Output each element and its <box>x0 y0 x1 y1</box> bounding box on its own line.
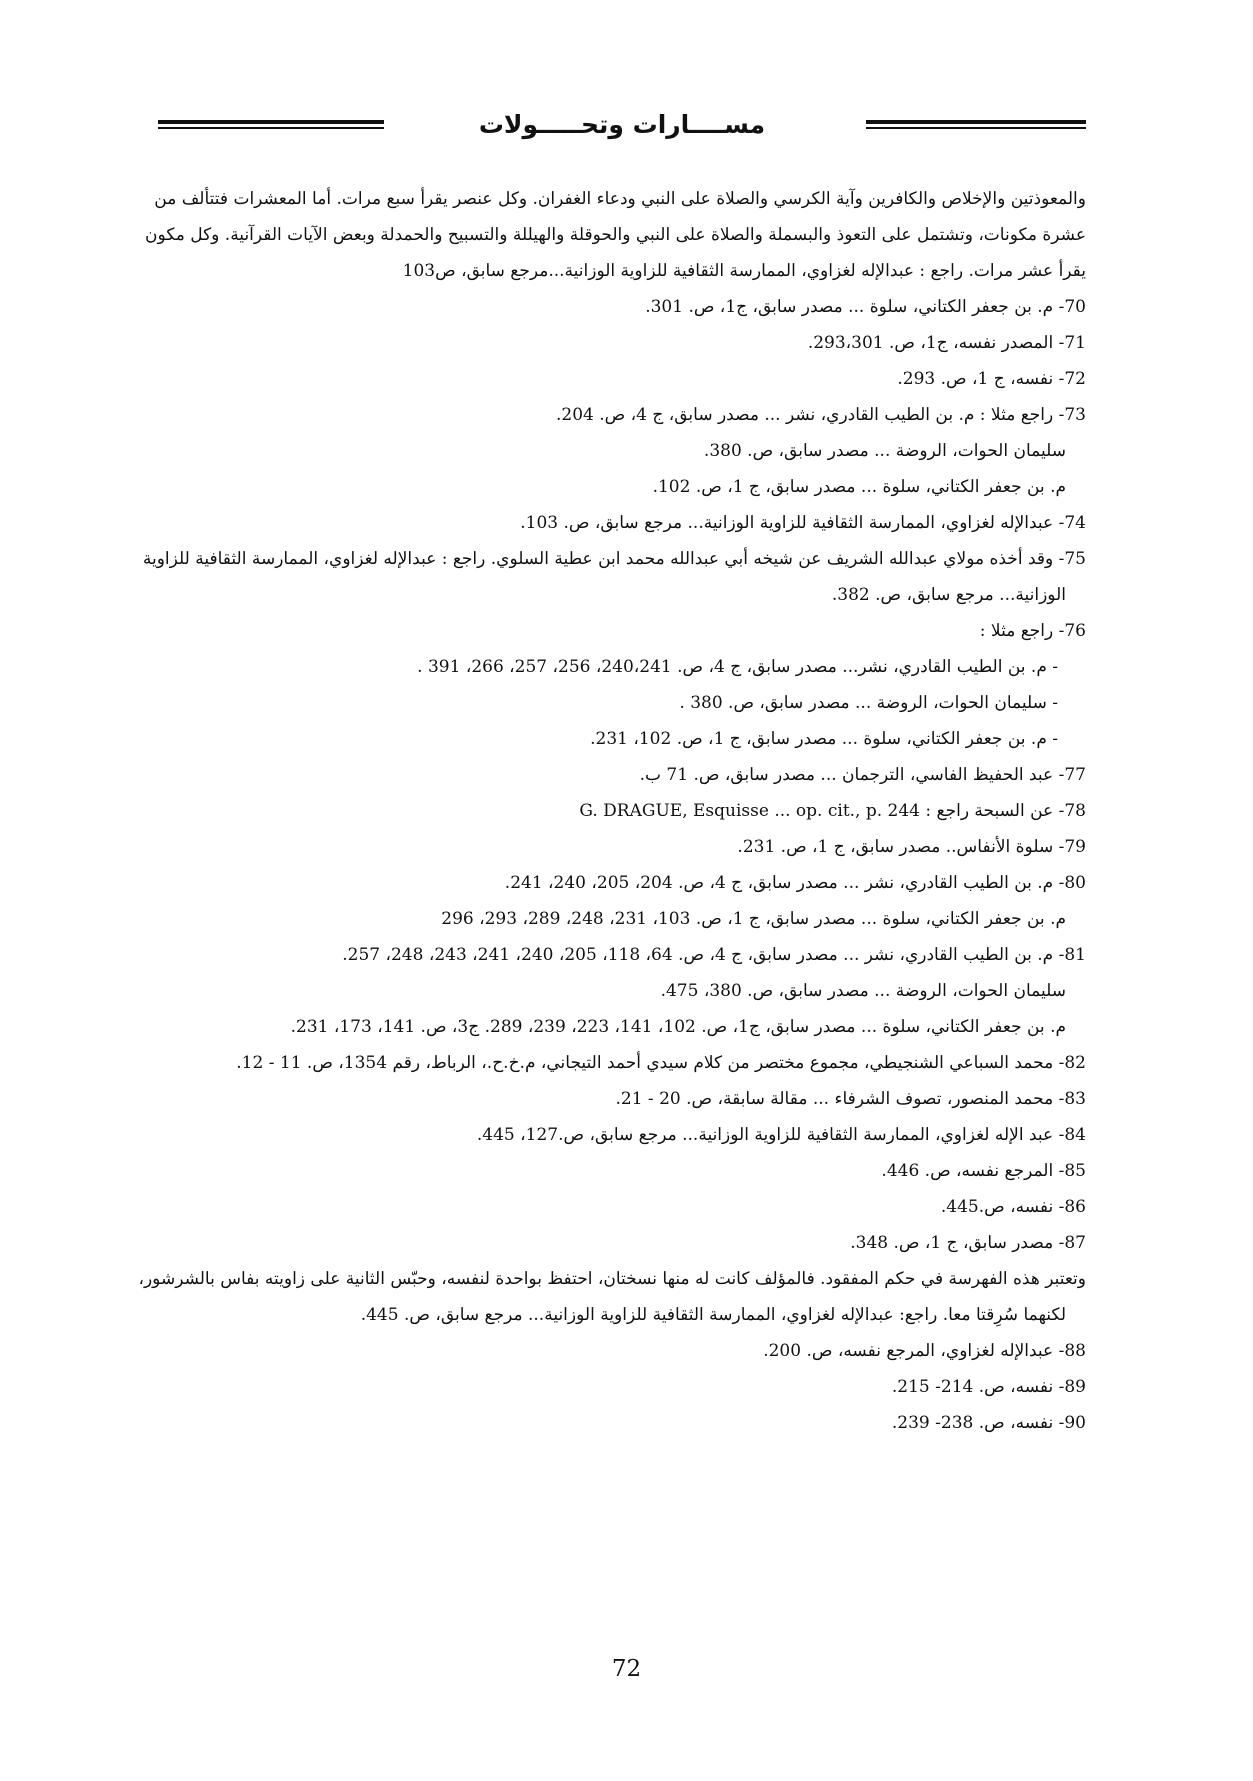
note-line: 81- م. بن الطيب القادري، نشر ... مصدر سابق، ج 4، ص. 64، 118، 205، 240، 241، 243، 248، 257. <box>342 945 1086 965</box>
header-rule-right <box>866 120 1086 132</box>
note-line: لكنهما سُرِقتا معا. راجع: عبدالإله لغزاوي، الممارسة الثقافية للزاوية الوزانية... مرجع سابق، ص. 445. <box>360 1305 1066 1325</box>
note-line: 82- محمد السباعي الشنجيطي، مجموع مختصر من كلام سيدي أحمد التيجاني، م.خ.ح.، الرباط، رقم 1354، ص. 11 - 12. <box>236 1053 1086 1073</box>
note-line: 73- راجع مثلا : م. بن الطيب القادري، نشر ... مصدر سابق، ج 4، ص. 204. <box>556 405 1086 425</box>
note-line: 88- عبدالإله لغزاوي، المرجع نفسه، ص. 200. <box>763 1341 1086 1361</box>
note-line: 77- عبد الحفيظ الفاسي، الترجمان ... مصدر سابق، ص. 71 ب. <box>639 765 1086 785</box>
note-line: 75- وقد أخذه مولاي عبدالله الشريف عن شيخه أبي عبدالله محمد ابن عطية السلوي. راجع : عبدالإله لغزاوي، الممارسة الثقافية للزاوية <box>142 549 1086 569</box>
note-line: م. بن جعفر الكتاني، سلوة ... مصدر سابق، ج 1، ص. 103، 231، 248، 289، 293، 296 <box>441 909 1066 929</box>
note-line: م. بن جعفر الكتاني، سلوة ... مصدر سابق، ج1، ص. 102، 141، 223، 239، 289. ج3، ص. 141، 173، 231. <box>290 1017 1066 1037</box>
note-line: والمعوذتين والإخلاص والكافرين وآية الكرسي والصلاة على النبي ودعاء الغفران. وكل عنصر يقرأ سبع مرات. أما المعشرات فتتألف من <box>154 189 1086 209</box>
header-title: مســــارات وتحـــــولات <box>478 110 766 139</box>
note-line: 90- نفسه، ص. 238- 239. <box>891 1413 1086 1433</box>
note-line: 74- عبدالإله لغزاوي، الممارسة الثقافية للزاوية الوزانية... مرجع سابق، ص. 103. <box>520 513 1086 533</box>
note-line: 86- نفسه، ص.445. <box>940 1197 1086 1217</box>
note-line: م. بن جعفر الكتاني، سلوة ... مصدر سابق، ج 1، ص. 102. <box>652 477 1066 497</box>
note-line: سليمان الحوات، الروضة ... مصدر سابق، ص. 380. <box>703 441 1066 461</box>
note-line: سليمان الحوات، الروضة ... مصدر سابق، ص. 380، 475. <box>660 981 1066 1001</box>
note-line: 79- سلوة الأنفاس.. مصدر سابق، ج 1، ص. 231. <box>737 837 1086 857</box>
note-line: - سليمان الحوات، الروضة ... مصدر سابق، ص. 380 . <box>679 693 1058 713</box>
note-line: 84- عبد الإله لغزاوي، الممارسة الثقافية للزاوية الوزانية... مرجع سابق، ص.127، 445. <box>476 1125 1086 1145</box>
note-line: - م. بن جعفر الكتاني، سلوة ... مصدر سابق، ج 1، ص. 102، 231. <box>590 729 1058 749</box>
note-line: 70- م. بن جعفر الكتاني، سلوة ... مصدر سابق، ج1، ص. 301. <box>645 297 1086 317</box>
note-line: الوزانية... مرجع سابق، ص. 382. <box>831 585 1066 605</box>
note-line: 76- راجع مثلا : <box>979 621 1086 641</box>
note-line: 89- نفسه، ص. 214- 215. <box>891 1377 1086 1397</box>
note-line: 80- م. بن الطيب القادري، نشر ... مصدر سابق، ج 4، ص. 204، 205، 240، 241. <box>504 873 1086 893</box>
note-line: 87- مصدر سابق، ج 1، ص. 348. <box>850 1233 1086 1253</box>
note-line: 72- نفسه، ج 1، ص. 293. <box>897 369 1086 389</box>
page-number: 72 <box>611 1656 642 1682</box>
running-header <box>158 106 1086 152</box>
note-line: 78- عن السبحة راجع : G. DRAGUE, Esquisse ... op. cit., p. 244 <box>579 801 1086 821</box>
note-line: 71- المصدر نفسه، ج1، ص. 293،301. <box>807 333 1086 353</box>
note-line: وتعتبر هذه الفهرسة في حكم المفقود. فالمؤلف كانت له منها نسختان، احتفظ بواحدة لنفسه، وحبّس الثانية على زاويته بفاس بالشرشور، <box>138 1269 1086 1289</box>
note-line: عشرة مكونات، وتشتمل على التعوذ والبسملة والصلاة على النبي والحوقلة والهيللة والتسبيح والحمدلة وبعض الآيات القرآنية. وكل مكون <box>145 225 1086 245</box>
note-line: يقرأ عشر مرات. راجع : عبدالإله لغزاوي، الممارسة الثقافية للزاوية الوزانية...مرجع سابق، ص103 <box>402 261 1086 281</box>
note-line: - م. بن الطيب القادري، نشر... مصدر سابق، ج 4، ص. 240،241، 256، 257، 266، 391 . <box>417 657 1058 677</box>
note-line: 85- المرجع نفسه، ص. 446. <box>881 1161 1086 1181</box>
note-line: 83- محمد المنصور، تصوف الشرفاء ... مقالة سابقة، ص. 20 - 21. <box>615 1089 1086 1109</box>
